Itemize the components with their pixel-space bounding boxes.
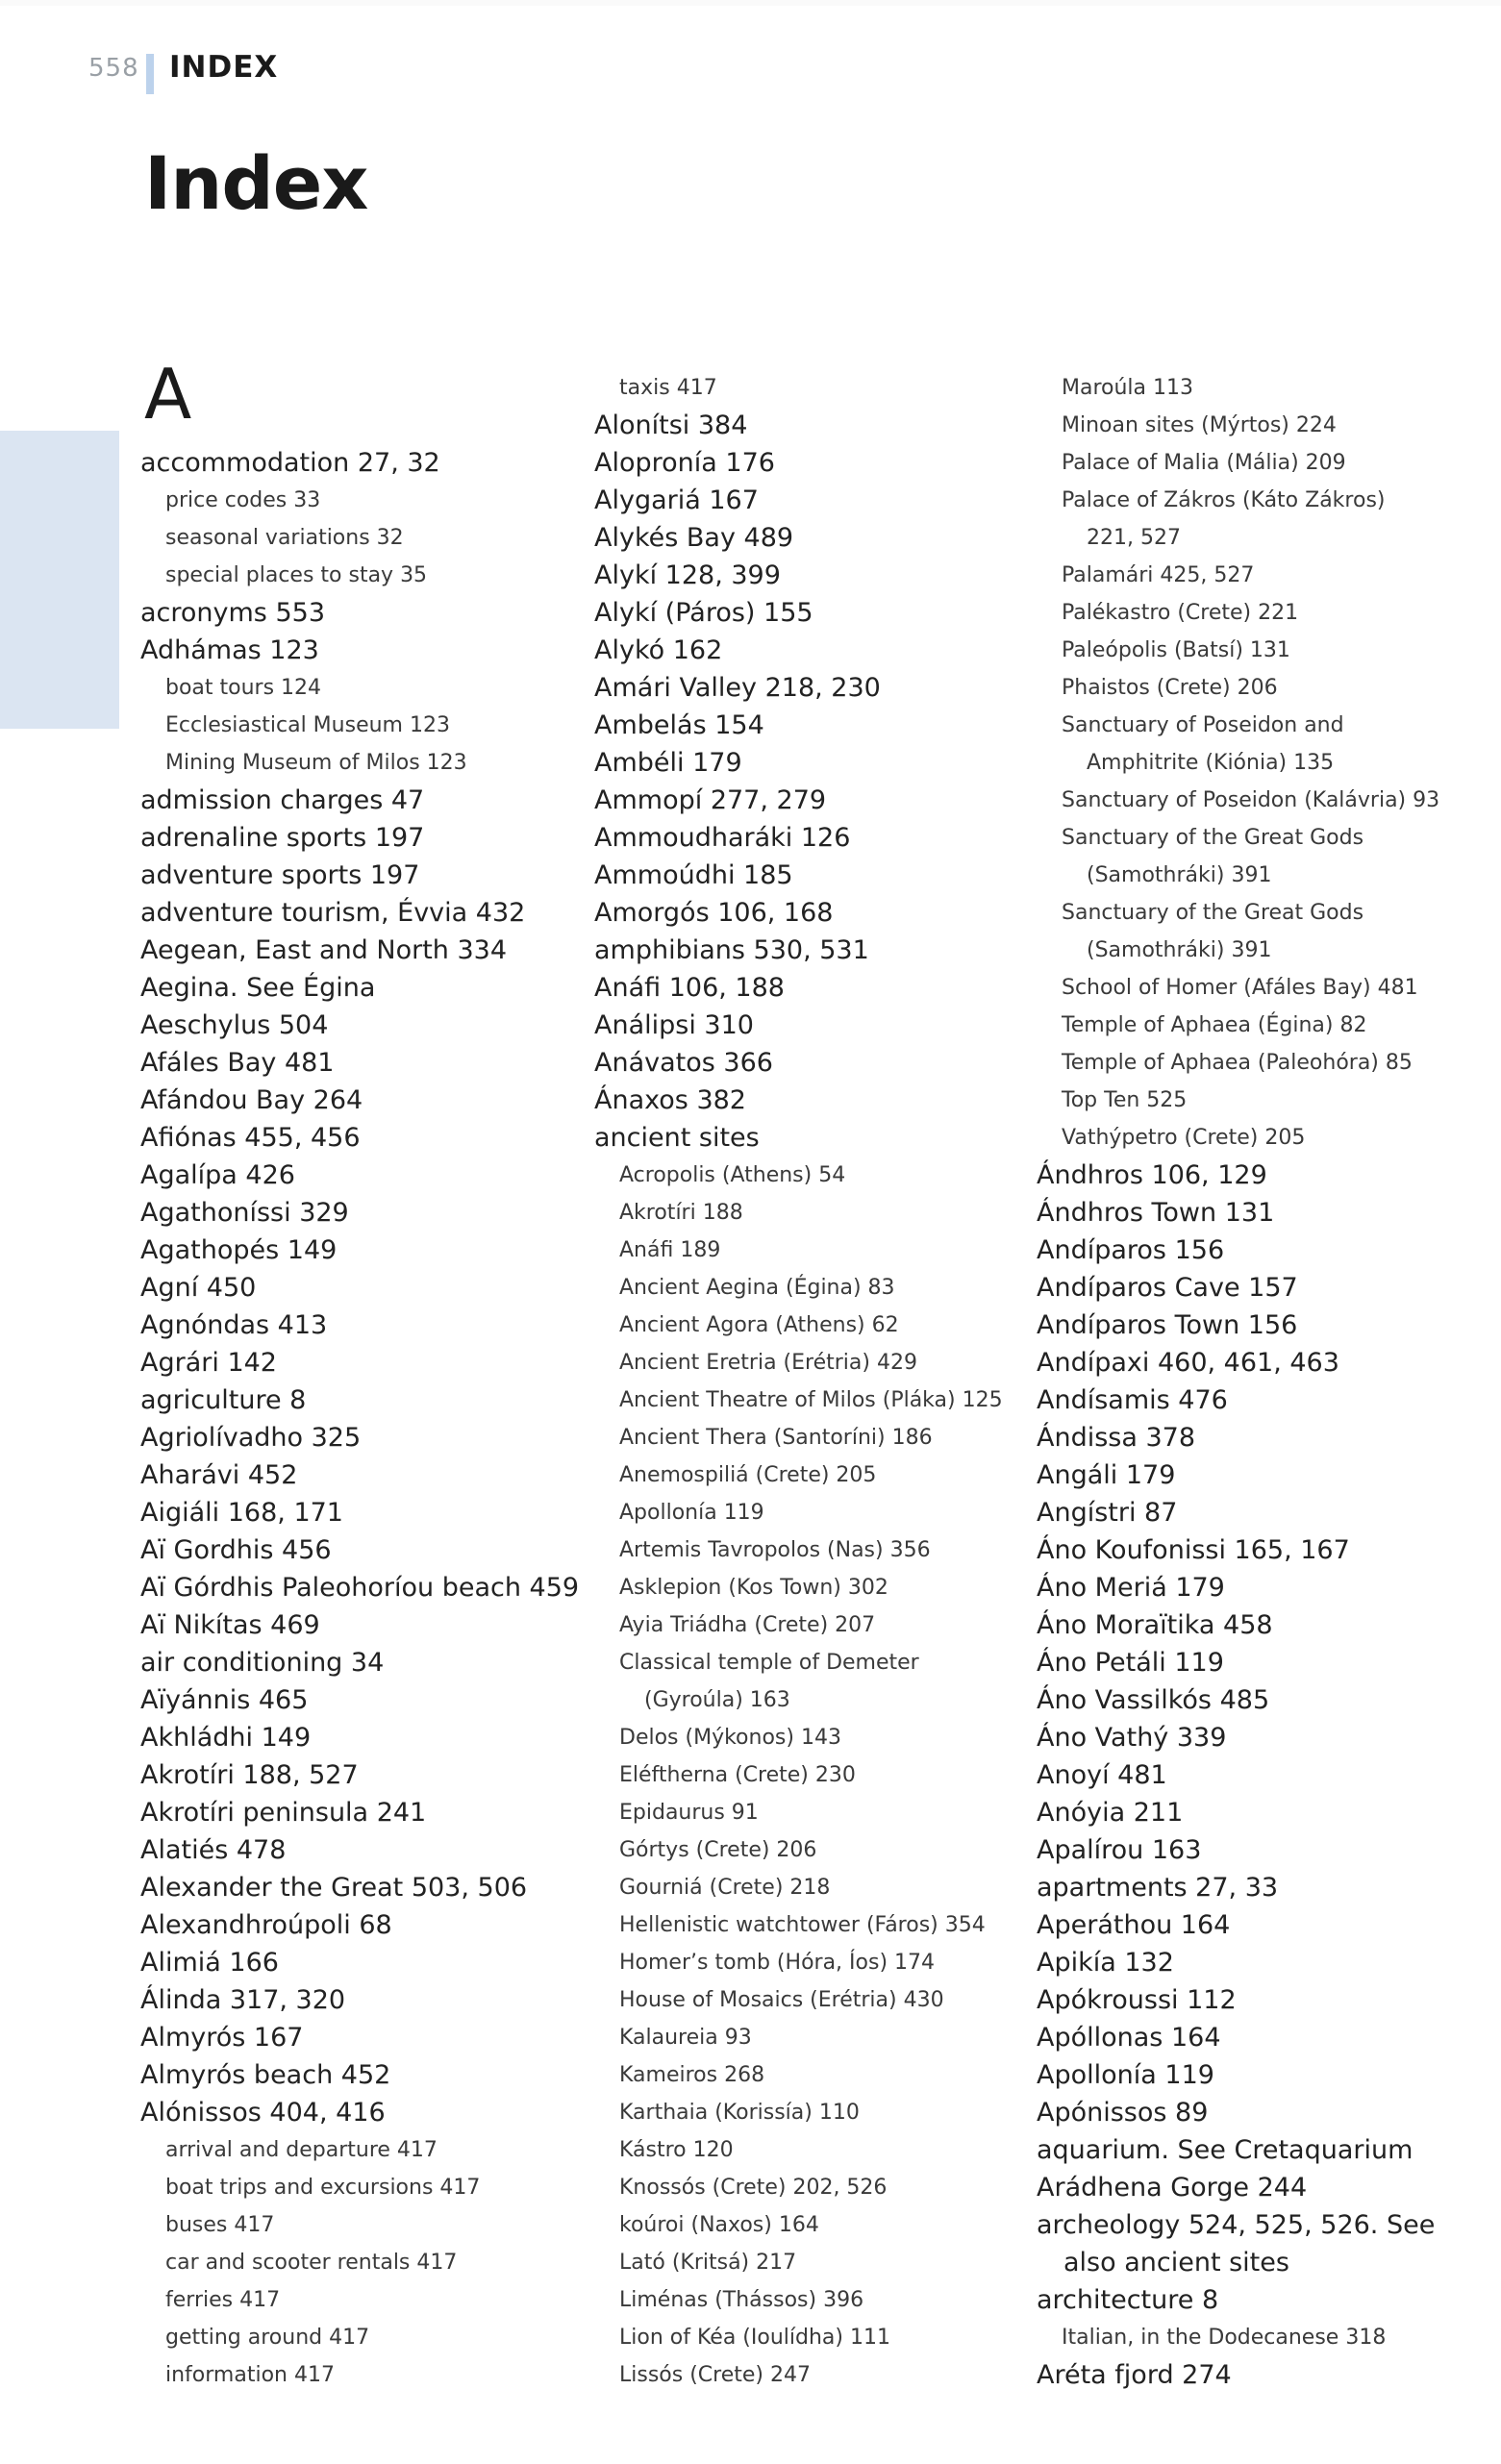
- index-subentry: Artemis Tavropolos (Nas) 356: [619, 1538, 931, 1562]
- index-subentry: buses 417: [165, 2213, 275, 2237]
- running-head-bar: [146, 54, 154, 94]
- index-subentry: Italian, in the Dodecanese 318: [1062, 2326, 1387, 2350]
- index-subentry: (Samothráki) 391: [1087, 938, 1272, 962]
- index-entry: Andíparos Town 156: [1037, 1310, 1298, 1340]
- index-entry: Aegina. See Égina: [140, 973, 376, 1003]
- index-entry: accommodation 27, 32: [140, 448, 440, 478]
- index-subentry: (Gyroúla) 163: [644, 1688, 790, 1712]
- index-entry: Akrotíri 188, 527: [140, 1760, 359, 1790]
- index-entry: Apikía 132: [1037, 1948, 1174, 1978]
- index-subentry: Epidaurus 91: [619, 1801, 759, 1825]
- index-entry: amphibians 530, 531: [594, 935, 869, 965]
- index-subentry: Eléftherna (Crete) 230: [619, 1763, 856, 1787]
- index-entry: Akrotíri peninsula 241: [140, 1798, 427, 1828]
- index-entry: Aïyánnis 465: [140, 1685, 309, 1715]
- index-entry: Alimiá 166: [140, 1948, 279, 1978]
- index-entry: Alygariá 167: [594, 485, 759, 515]
- index-entry: Ambelás 154: [594, 710, 764, 740]
- index-column-2: [594, 369, 1037, 2394]
- index-subentry: Paleópolis (Batsí) 131: [1062, 638, 1290, 662]
- index-subentry: Acropolis (Athens) 54: [619, 1163, 846, 1187]
- index-entry: Aï Górdhis Paleohoríou beach 459: [140, 1573, 580, 1603]
- index-subentry: price codes 33: [165, 488, 321, 512]
- index-entry: Afáles Bay 481: [140, 1048, 335, 1078]
- index-entry: Ammoudharáki 126: [594, 823, 851, 853]
- index-entry: architecture 8: [1037, 2285, 1219, 2315]
- index-entry: Anávatos 366: [594, 1048, 773, 1078]
- index-entry: Ándhros 106, 129: [1037, 1160, 1267, 1190]
- index-subentry: Anáfi 189: [619, 1238, 721, 1262]
- index-entry: Apónissos 89: [1037, 2098, 1209, 2128]
- index-subentry: Palékastro (Crete) 221: [1062, 601, 1299, 625]
- index-entry: Álinda 317, 320: [140, 1985, 346, 2015]
- index-subentry: Palace of Zákros (Káto Zákros): [1062, 488, 1386, 512]
- index-entry: Aï Gordhis 456: [140, 1535, 332, 1565]
- index-subentry: ferries 417: [165, 2288, 281, 2312]
- index-entry: Agrári 142: [140, 1348, 277, 1378]
- index-entry: Agathopés 149: [140, 1235, 338, 1265]
- index-subentry: Sanctuary of Poseidon and: [1062, 713, 1344, 737]
- index-subentry: Ecclesiastical Museum 123: [165, 713, 450, 737]
- index-subentry: arrival and departure 417: [165, 2138, 438, 2162]
- index-entry: Aeschylus 504: [140, 1010, 329, 1040]
- index-entry: Almyrós beach 452: [140, 2060, 391, 2090]
- index-entry: Aperáthou 164: [1037, 1910, 1231, 1940]
- index-subentry: Delos (Mýkonos) 143: [619, 1726, 841, 1750]
- index-entry: Alónissos 404, 416: [140, 2098, 386, 2128]
- index-entry: archeology 524, 525, 526. See: [1037, 2210, 1436, 2240]
- index-entry: Ándhros Town 131: [1037, 1198, 1275, 1228]
- index-subentry: Ayia Triádha (Crete) 207: [619, 1613, 876, 1637]
- index-subentry: Ancient Theatre of Milos (Pláka) 125: [619, 1388, 1003, 1412]
- index-entry: Angáli 179: [1037, 1460, 1176, 1490]
- index-entry: Anáfi 106, 188: [594, 973, 785, 1003]
- index-entry: Apókroussi 112: [1037, 1985, 1237, 2015]
- index-subentry: seasonal variations 32: [165, 526, 404, 550]
- index-subentry: Hellenistic watchtower (Fáros) 354: [619, 1913, 986, 1937]
- index-entry: Apóllonas 164: [1037, 2023, 1221, 2053]
- index-entry: Adhámas 123: [140, 635, 319, 665]
- index-entry: Áno Vassilkós 485: [1037, 1685, 1270, 1715]
- index-subentry: Kalaureia 93: [619, 2026, 752, 2050]
- index-subentry: boat trips and excursions 417: [165, 2176, 481, 2200]
- index-subentry: Phaistos (Crete) 206: [1062, 676, 1278, 700]
- index-subentry: Karthaia (Korissía) 110: [619, 2101, 860, 2125]
- index-entry: Apollonía 119: [1037, 2060, 1214, 2090]
- index-entry: Almyrós 167: [140, 2023, 304, 2053]
- page-number: 558: [88, 54, 139, 83]
- index-entry: air conditioning 34: [140, 1648, 385, 1678]
- index-entry: Apalírou 163: [1037, 1835, 1202, 1865]
- index-entry: Andípaxi 460, 461, 463: [1037, 1348, 1339, 1378]
- index-subentry: House of Mosaics (Erétria) 430: [619, 1988, 944, 2012]
- index-subentry: special places to stay 35: [165, 563, 428, 587]
- index-entry: Amári Valley 218, 230: [594, 673, 881, 703]
- index-entry: Alykí 128, 399: [594, 560, 781, 590]
- section-letter: A: [144, 354, 192, 435]
- index-entry: adrenaline sports 197: [140, 823, 425, 853]
- section-tab-marker: [0, 431, 119, 729]
- index-subentry: boat tours 124: [165, 676, 322, 700]
- index-subentry: car and scooter rentals 417: [165, 2251, 458, 2275]
- index-subentry: Sanctuary of the Great Gods: [1062, 901, 1364, 925]
- index-entry: Andíparos 156: [1037, 1235, 1225, 1265]
- index-subentry: Górtys (Crete) 206: [619, 1838, 817, 1862]
- index-entry: Alatiés 478: [140, 1835, 287, 1865]
- index-entry: Arádhena Gorge 244: [1037, 2173, 1308, 2203]
- index-entry: Alexander the Great 503, 506: [140, 1873, 528, 1903]
- index-subentry: taxis 417: [619, 376, 717, 400]
- index-entry: Ándissa 378: [1037, 1423, 1196, 1453]
- index-entry: Alykí (Páros) 155: [594, 598, 813, 628]
- index-subentry: Minoan sites (Mýrtos) 224: [1062, 413, 1337, 437]
- index-entry: Anoyí 481: [1037, 1760, 1167, 1790]
- index-entry: apartments 27, 33: [1037, 1873, 1279, 1903]
- index-subentry: Ancient Aegina (Égina) 83: [619, 1276, 895, 1300]
- index-entry: Ammoúdhi 185: [594, 860, 793, 890]
- index-subentry: koúroi (Naxos) 164: [619, 2213, 819, 2237]
- index-column-3: [1037, 369, 1488, 2394]
- running-head: INDEX: [169, 50, 279, 85]
- index-subentry: information 417: [165, 2363, 335, 2387]
- index-entry: Aréta fjord 274: [1037, 2360, 1232, 2390]
- index-subentry: Gourniá (Crete) 218: [619, 1876, 831, 1900]
- index-entry: Áno Vathý 339: [1037, 1723, 1227, 1753]
- index-entry: Anóyia 211: [1037, 1798, 1184, 1828]
- index-entry: Alexandhroúpoli 68: [140, 1910, 392, 1940]
- index-subentry: Ancient Thera (Santoríni) 186: [619, 1426, 933, 1450]
- index-entry: Aï Nikítas 469: [140, 1610, 320, 1640]
- index-subentry: Knossós (Crete) 202, 526: [619, 2176, 888, 2200]
- index-entry: Andísamis 476: [1037, 1385, 1228, 1415]
- index-subentry: Lató (Kritsá) 217: [619, 2251, 797, 2275]
- index-subentry: School of Homer (Afáles Bay) 481: [1062, 976, 1418, 1000]
- index-subentry: Ancient Eretria (Erétria) 429: [619, 1351, 917, 1375]
- index-subentry: Temple of Aphaea (Égina) 82: [1062, 1013, 1367, 1037]
- index-entry: Agní 450: [140, 1273, 257, 1303]
- index-entry: Agriolívadho 325: [140, 1423, 362, 1453]
- index-entry: Agalípa 426: [140, 1160, 295, 1190]
- index-subentry: Apollonía 119: [619, 1501, 764, 1525]
- index-entry: Aharávi 452: [140, 1460, 298, 1490]
- index-subentry: Mining Museum of Milos 123: [165, 751, 467, 775]
- index-subentry: Ancient Agora (Athens) 62: [619, 1313, 899, 1337]
- top-edge-line: [0, 0, 1501, 6]
- index-entry: adventure sports 197: [140, 860, 420, 890]
- index-entry: Áno Koufonissi 165, 167: [1037, 1535, 1350, 1565]
- index-entry: Análipsi 310: [594, 1010, 754, 1040]
- index-subentry: Liménas (Thássos) 396: [619, 2288, 864, 2312]
- index-subentry: Amphitrite (Kiónia) 135: [1087, 751, 1335, 775]
- index-subentry: also ancient sites: [1063, 2248, 1289, 2277]
- index-entry: ancient sites: [594, 1123, 760, 1153]
- index-entry: Afándou Bay 264: [140, 1085, 363, 1115]
- index-subentry: Lissós (Crete) 247: [619, 2363, 811, 2387]
- index-subentry: Top Ten 525: [1062, 1088, 1188, 1112]
- index-subentry: Vathýpetro (Crete) 205: [1062, 1126, 1306, 1150]
- index-entry: Ammopí 277, 279: [594, 785, 827, 815]
- index-entry: acronyms 553: [140, 598, 325, 628]
- index-subentry: (Samothráki) 391: [1087, 863, 1272, 887]
- index-entry: Alonítsi 384: [594, 411, 748, 440]
- index-subentry: Kameiros 268: [619, 2063, 765, 2087]
- index-subentry: Akrotíri 188: [619, 1201, 743, 1225]
- index-subentry: Lion of Kéa (Ioulídha) 111: [619, 2326, 890, 2350]
- index-subentry: Anemospiliá (Crete) 205: [619, 1463, 877, 1487]
- index-entry: Áno Petáli 119: [1037, 1648, 1224, 1678]
- index-subentry: Sanctuary of Poseidon (Kalávria) 93: [1062, 788, 1440, 812]
- index-subentry: Palamári 425, 527: [1062, 563, 1255, 587]
- index-entry: Ambéli 179: [594, 748, 742, 778]
- page-title: Index: [144, 140, 368, 226]
- index-entry: Afiónas 455, 456: [140, 1123, 361, 1153]
- index-entry: Alykó 162: [594, 635, 723, 665]
- index-entry: Andíparos Cave 157: [1037, 1273, 1298, 1303]
- index-entry: admission charges 47: [140, 785, 425, 815]
- index-entry: Ánaxos 382: [594, 1085, 746, 1115]
- index-subentry: 221, 527: [1087, 526, 1181, 550]
- index-subentry: Sanctuary of the Great Gods: [1062, 826, 1364, 850]
- index-entry: Agathoníssi 329: [140, 1198, 349, 1228]
- index-column-1: [140, 444, 583, 2394]
- index-subentry: Maroúla 113: [1062, 376, 1194, 400]
- index-entry: adventure tourism, Évvia 432: [140, 898, 526, 928]
- index-subentry: Classical temple of Demeter: [619, 1651, 919, 1675]
- index-entry: Áno Moraïtika 458: [1037, 1610, 1273, 1640]
- index-entry: Áno Meriá 179: [1037, 1573, 1225, 1603]
- index-subentry: Palace of Malia (Mália) 209: [1062, 451, 1346, 475]
- index-subentry: Kástro 120: [619, 2138, 734, 2162]
- index-entry: Aegean, East and North 334: [140, 935, 508, 965]
- index-entry: Alopronía 176: [594, 448, 775, 478]
- index-entry: Agnóndas 413: [140, 1310, 328, 1340]
- index-subentry: Temple of Aphaea (Paleohóra) 85: [1062, 1051, 1413, 1075]
- index-entry: Akhládhi 149: [140, 1723, 312, 1753]
- index-entry: Amorgós 106, 168: [594, 898, 834, 928]
- index-entry: Alykés Bay 489: [594, 523, 794, 553]
- index-subentry: Homer’s tomb (Hóra, Íos) 174: [619, 1951, 936, 1975]
- index-entry: aquarium. See Cretaquarium: [1037, 2135, 1413, 2165]
- index-entry: Aigiáli 168, 171: [140, 1498, 343, 1528]
- index-entry: agriculture 8: [140, 1385, 307, 1415]
- index-subentry: getting around 417: [165, 2326, 370, 2350]
- index-subentry: Asklepion (Kos Town) 302: [619, 1576, 888, 1600]
- index-entry: Angístri 87: [1037, 1498, 1178, 1528]
